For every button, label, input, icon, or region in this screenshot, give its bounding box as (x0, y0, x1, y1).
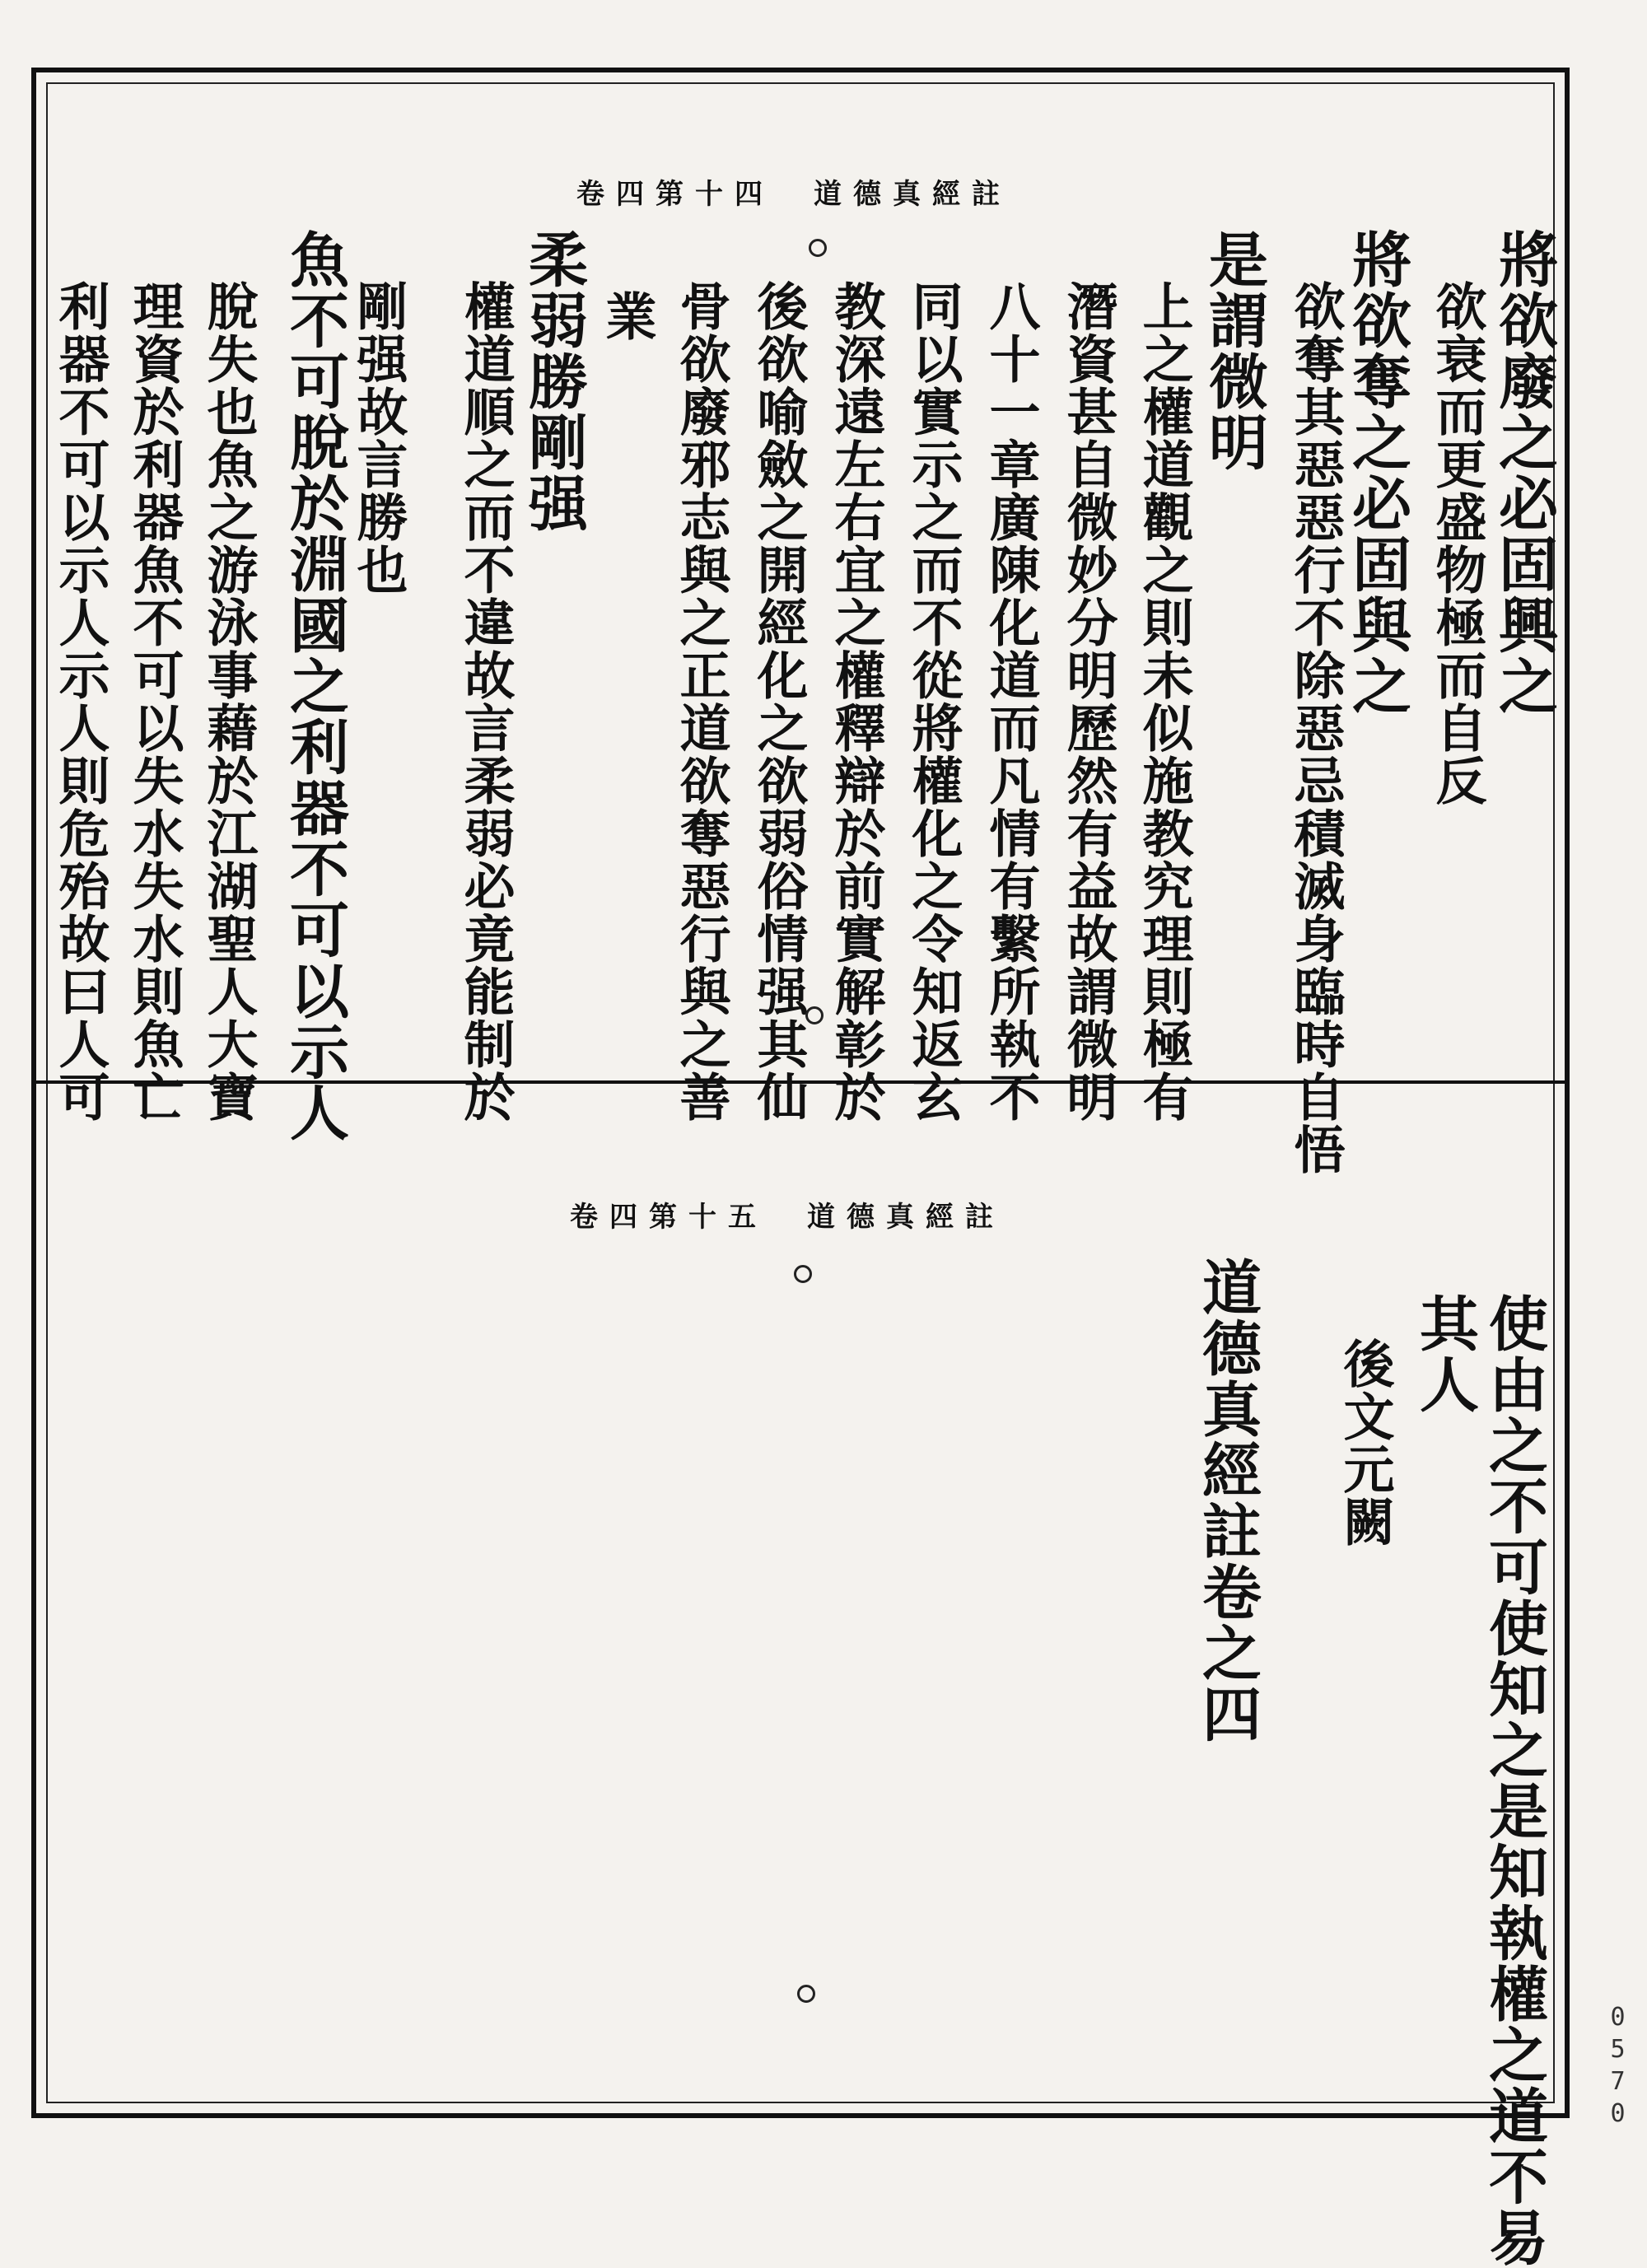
top-col-10: 教深遠左右宜之權釋辯於前實解彰於 (826, 280, 886, 1123)
top-col-6: 上之權道觀之則未似施教究理則極有 (1134, 280, 1194, 1123)
binding-hole-circle (809, 239, 827, 257)
top-col-1: 將欲廢之必固興之 (1489, 229, 1559, 716)
bottom-page-header (570, 1194, 1005, 1234)
top-header-title: 道德真經註 (814, 178, 1011, 211)
top-col-8: 八十一章廣陳化道而凡情有繫所執不 (981, 280, 1041, 1123)
top-col-18: 脫失也魚之游泳事藉於江湖聖人大寶 (198, 280, 259, 1123)
top-col-19: 理資於利器魚不可以失水失水則魚亡 (124, 280, 184, 1123)
top-col-3: 將欲奪之必固與之 (1342, 229, 1412, 716)
top-col-9: 同以實示之而不從將權化之令知返玄 (903, 280, 963, 1123)
top-col-2: 欲衰而更盛物極而自反 (1427, 280, 1487, 807)
bottom-header-title: 道德真經註 (807, 1201, 1005, 1234)
top-col-20: 利器不可以示人示人則危殆故曰人可 (50, 280, 110, 1123)
top-header-volume: 卷四第十四 (576, 178, 774, 211)
page-number: 0570 (1603, 2003, 1632, 2131)
top-col-17: 魚不可脫於淵國之利器不可以示人 (280, 229, 350, 1143)
binding-hole-circle (797, 1985, 815, 2003)
top-col-4: 欲奪其惡惡行不除惡忌積滅身臨時自悟 (1285, 280, 1346, 1176)
bottom-col-1: 使由之不可使知之是知執權之道不易 (1479, 1293, 1549, 2268)
bottom-col-4: 道德真經註卷之四 (1192, 1257, 1262, 1744)
bottom-col-3: 後文元闕 (1335, 1337, 1395, 1548)
top-col-15: 權道順之而不違故言柔弱必竟能制於 (455, 280, 516, 1123)
binding-hole-circle (794, 1265, 812, 1283)
top-col-12: 骨欲廢邪志與之正道欲奪惡行與之善 (671, 280, 731, 1123)
top-col-13: 業 (597, 290, 657, 343)
bottom-col-2: 其人 (1410, 1293, 1480, 1415)
top-col-14: 柔弱勝剛强 (519, 229, 589, 534)
top-col-16: 剛强故言勝也 (348, 280, 408, 596)
top-col-5: 是謂微明 (1199, 229, 1269, 473)
binding-hole-circle (805, 1006, 824, 1024)
top-page-header (576, 171, 1011, 212)
top-col-7: 潛資甚自微妙分明歷然有益故謂微明 (1058, 280, 1118, 1123)
top-col-11: 後欲喻斂之開經化之欲弱俗情强其仙 (749, 280, 809, 1123)
bottom-header-volume: 卷四第十五 (570, 1201, 768, 1234)
